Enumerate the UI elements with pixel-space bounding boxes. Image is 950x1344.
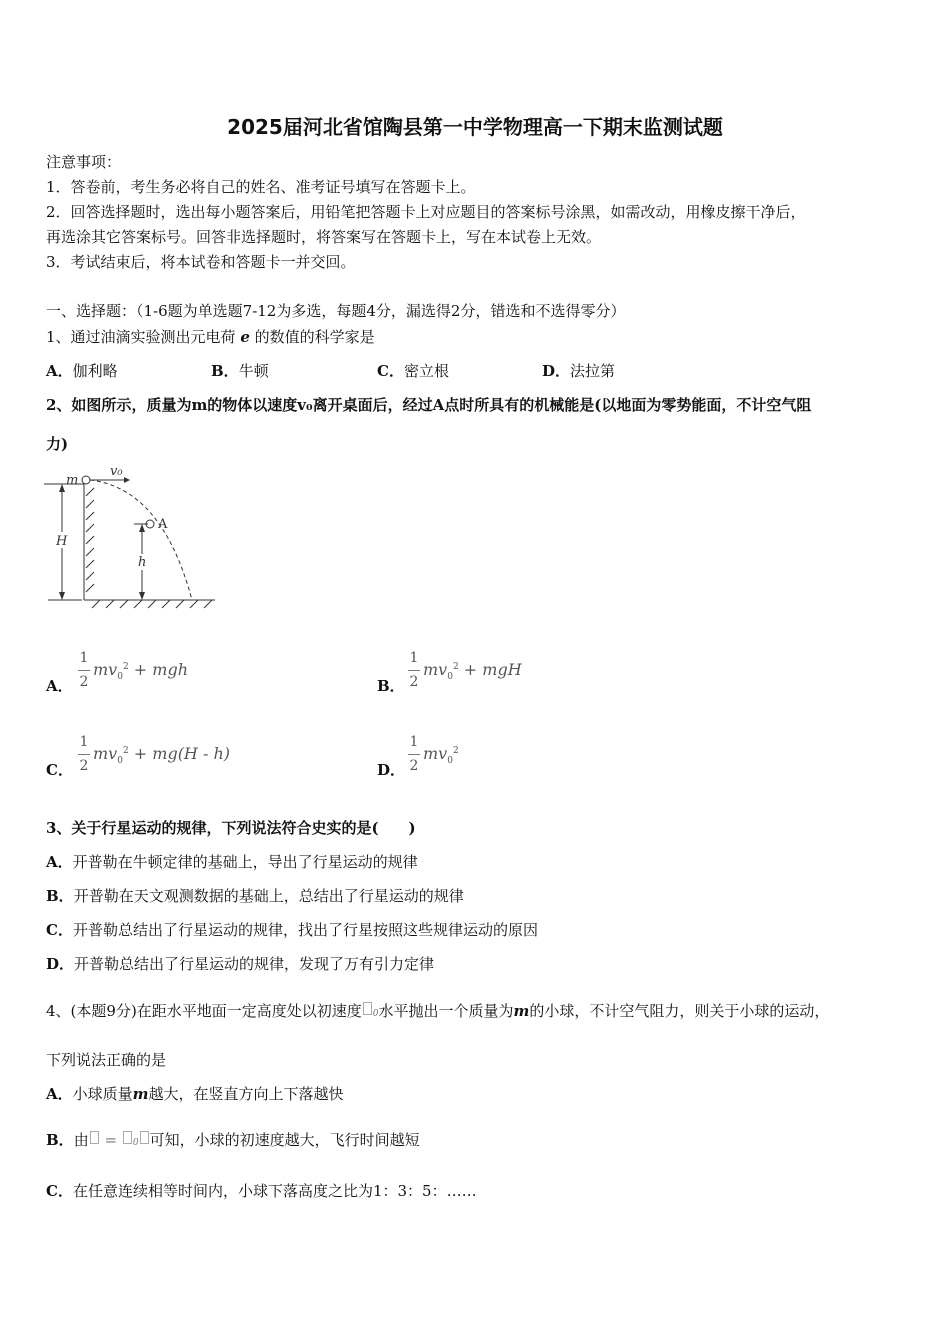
option-text: 牛顿 — [238, 362, 269, 380]
option-letter: A． — [46, 853, 73, 871]
notice-item-3: 3．考试结束后，将本试卷和答题卡一并交回。 — [46, 253, 356, 271]
velocity-arrowhead — [124, 477, 130, 483]
q4-option-c[interactable] — [46, 1181, 477, 1201]
missing-glyph-icon — [140, 1131, 149, 1144]
mv: mv — [93, 744, 118, 763]
missing-glyph-icon — [363, 1002, 372, 1015]
q2-option-d-letter[interactable]: D． — [377, 761, 406, 779]
notice-item-2a: 2．回答选择题时，选出每小题答案后，用铅笔把答题卡上对应题目的答案标号涂黑，如需改动，用橡皮擦干净后， — [46, 203, 806, 221]
option-text: 开普勒总结出了行星运动的规律，找出了行星按照这些规律运动的原因 — [72, 921, 538, 939]
label-a: A — [158, 517, 168, 532]
frac-den: 2 — [409, 758, 419, 774]
option-text: 开普勒总结出了行星运动的规律，发现了万有引力定律 — [74, 955, 435, 973]
notice-item-1: 1．答卷前，考生务必将自己的姓名、准考证号填写在答题卡上。 — [46, 178, 476, 196]
frac-den: 2 — [79, 674, 89, 690]
mv: mv — [423, 660, 448, 679]
option-letter: D． — [46, 955, 75, 973]
sub-0: 0 — [447, 672, 453, 682]
page-title: 2025届河北省馆陶县第一中学物理高一下期末监测试题 — [227, 115, 723, 139]
missing-glyph-icon — [123, 1131, 132, 1144]
sup-2: 2 — [452, 746, 459, 756]
q4-option-a[interactable] — [46, 1084, 344, 1104]
q3-option-b[interactable] — [46, 886, 464, 906]
q4-stem-b: 水平抛出一个质量为 — [378, 1002, 514, 1020]
q1-stem-e: e — [240, 328, 250, 346]
option-text: 伽利略 — [72, 362, 118, 380]
q4-stem-c: 的小球，不计空气阻力，则关于小球的运动， — [529, 1002, 830, 1020]
notice-item-2b: 再选涂其它答案标号。回答非选择题时，将答案写在答题卡上，写在本试卷上无效。 — [46, 228, 602, 246]
label-H: H — [56, 534, 68, 549]
sub-0: 0 — [447, 756, 453, 766]
q2-stem-line1: 2、如图所示，质量为m的物体以速度v₀离开桌面后，经过A点时所具有的机械能是(以地面为零势能面，不计空气阻 — [46, 396, 812, 414]
q3-option-d[interactable] — [46, 954, 434, 974]
section-heading: 一、选择题：（1-6题为单选题7-12为多选，每题4分，漏选得2分，错选和不选得零分） — [46, 302, 626, 320]
option-letter: C． — [46, 1182, 73, 1200]
option-text-a: 由 — [73, 1131, 89, 1149]
q2-option-b-tail: + mgH — [463, 660, 522, 679]
mv: mv — [93, 660, 118, 679]
option-letter: B． — [46, 1131, 74, 1149]
sub-0: 0 — [117, 672, 123, 682]
frac-den: 2 — [79, 758, 89, 774]
q3-option-a[interactable] — [46, 852, 418, 872]
option-text: 开普勒在天文观测数据的基础上，总结出了行星运动的规律 — [73, 887, 464, 905]
option-sub: 0 — [132, 1138, 139, 1148]
q3-stem: 3、关于行星运动的规律，下列说法符合史实的是( ) — [46, 819, 416, 837]
q1-stem — [46, 327, 375, 347]
option-letter: A． — [46, 362, 73, 380]
q1-option-b[interactable] — [211, 361, 269, 381]
mv: mv — [423, 744, 448, 763]
label-v0: v₀ — [110, 464, 123, 479]
frac-den: 2 — [409, 674, 419, 690]
q2-projectile-figure — [42, 462, 217, 612]
label-h: h — [138, 555, 147, 570]
q1-stem-a: 1、通过油滴实验测出元电荷 — [46, 328, 236, 346]
missing-glyph-icon — [90, 1131, 99, 1144]
option-letter: B． — [211, 362, 239, 380]
frac-num: 1 — [409, 734, 419, 750]
option-text: 开普勒在牛顿定律的基础上，导出了行星运动的规律 — [72, 853, 418, 871]
q2-option-b-letter[interactable]: B． — [377, 677, 405, 695]
option-text: 在任意连续相等时间内，小球下落高度之比为1：3：5：…… — [72, 1182, 477, 1200]
q4-v0-sub: 0 — [372, 1009, 379, 1019]
q4-stem-m: m — [513, 1002, 530, 1020]
q4-stem-line1 — [46, 1001, 829, 1024]
option-m: m — [132, 1085, 149, 1103]
option-letter: A． — [46, 1085, 73, 1103]
sup-2: 2 — [452, 662, 459, 672]
frac-num: 1 — [409, 650, 419, 666]
q1-option-a[interactable] — [46, 361, 118, 381]
option-text: 法拉第 — [570, 362, 616, 380]
option-text: 密立根 — [403, 362, 449, 380]
option-text-b: 可知，小球的初速度越大，飞行时间越短 — [149, 1131, 420, 1149]
q1-stem-b: 的数值的科学家是 — [254, 328, 375, 346]
ball-at-edge — [82, 476, 90, 484]
q3-option-c[interactable] — [46, 920, 538, 940]
q2-stem-line2: 力) — [46, 435, 69, 453]
q1-option-c[interactable] — [377, 361, 449, 381]
q4-option-b[interactable] — [46, 1130, 420, 1153]
option-letter: D． — [542, 362, 571, 380]
q4-stem-line2: 下列说法正确的是 — [46, 1051, 167, 1069]
option-letter: B． — [46, 887, 74, 905]
option-text-a: 小球质量 — [72, 1085, 133, 1103]
trajectory-curve — [90, 480, 192, 600]
label-m: m — [66, 473, 79, 488]
option-letter: C． — [377, 362, 404, 380]
sup-2: 2 — [122, 662, 129, 672]
notice-heading: 注意事项： — [46, 153, 122, 171]
q2-option-c-tail: + mg(H - h) — [133, 744, 231, 763]
sub-0: 0 — [117, 756, 123, 766]
q2-option-c-letter[interactable]: C． — [46, 761, 73, 779]
option-letter: C． — [46, 921, 73, 939]
q2-option-a-tail: + mgh — [133, 660, 188, 679]
frac-num: 1 — [79, 734, 89, 750]
q4-stem-a: 4、(本题9分)在距水平地面一定高度处以初速度 — [46, 1002, 362, 1020]
q1-option-d[interactable] — [542, 361, 615, 381]
option-text-b: 越大，在竖直方向上下落越快 — [148, 1085, 344, 1103]
option-eq: = — [104, 1131, 118, 1149]
frac-num: 1 — [79, 650, 89, 666]
sup-2: 2 — [122, 746, 129, 756]
q2-option-a-letter[interactable]: A． — [46, 677, 73, 695]
